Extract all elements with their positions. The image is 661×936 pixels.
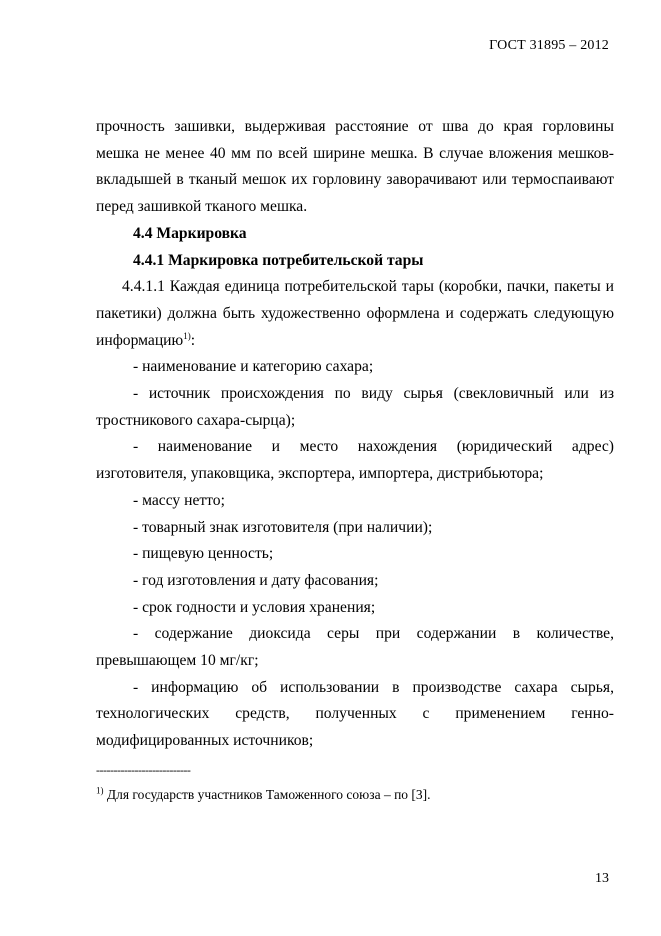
list-item-name-category: - наименование и категорию сахара; (133, 358, 374, 376)
page-body (96, 114, 614, 803)
list-item-production-date: - год изготовления и дату фасования; (133, 571, 379, 589)
section-heading-marking: 4.4 Маркировка (133, 224, 247, 242)
subsection-heading-consumer-packaging: 4.4.1 Маркировка потребительской тары (133, 251, 424, 269)
list-item-sulfur-dioxide: - содержание диоксида серы при содержании в количестве, превышающем 10 мг/кг; (96, 625, 614, 670)
list-item-manufacturer-address: - наименование и место нахождения (юридический адрес) изготовителя, упаковщика, экспортера, импортера, дистрибьютора; (96, 438, 614, 483)
list-item-raw-material-source: - источник происхождения по виду сырья (свекловичный или из тростникового сахара-сырца); (96, 385, 614, 429)
paragraph-packaging-requirements-text: 4.4.1.1 Каждая единица потребительской тары (коробки, пачки, пакеты и пакетики) должна быть художественно оформлена и содержать следующую информацию (96, 278, 614, 349)
paragraph-packaging-requirements-tail: : (190, 331, 196, 349)
list-item-gmo-sources: - информацию об использовании в производстве сахара сырья, технологических средств, полученных с применением генно-модифицированных источников; (96, 678, 614, 750)
paragraph-closure-of-bag: прочность зашивки, выдерживая расстояние от шва до края горловины мешка не менее 40 мм по всей ширине мешка. В случае вложения мешков-вкладышей в тканый мешок их горловину заворачивают или термоспаивают перед зашивкой тканого мешка. (96, 118, 614, 216)
footnote-text: Для государств участников Таможенного союза – по [3]. (103, 786, 431, 802)
list-item-trademark: - товарный знак изготовителя (при наличии); (133, 518, 433, 536)
list-item-net-weight: - массу нетто; (133, 491, 225, 509)
document-header (489, 38, 609, 54)
paragraph-packaging-requirements (96, 274, 614, 354)
page-number: 13 (595, 871, 609, 886)
footnote-reference: 1) (183, 330, 191, 341)
footnote-marker: 1) (96, 785, 104, 796)
footnote-separator: --------------------------- (96, 762, 191, 777)
footnote (96, 786, 614, 803)
list-item-nutritional-value: - пищевую ценность; (133, 545, 274, 563)
document-id: ГОСТ 31895 – 2012 (489, 38, 609, 53)
list-item-shelf-life: - срок годности и условия хранения; (133, 598, 376, 616)
